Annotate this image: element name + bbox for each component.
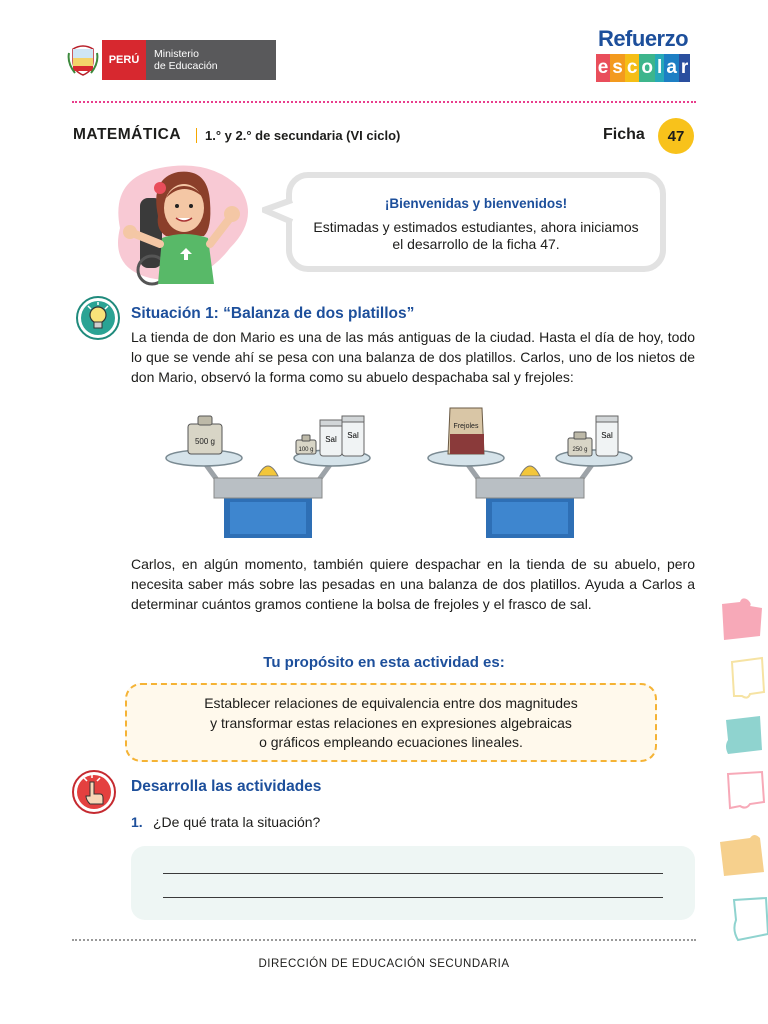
weight-500g-label: 500 g [194, 437, 216, 446]
activities-title: Desarrolla las actividades [131, 778, 322, 795]
situation-paragraph-2: Carlos, en algún momento, también quiere despachar en la tienda de su abuelo, pero necesita saber más sobre las pesadas en una balanza de dos platillos. Ayuda a Carlos a determinar cuántos gramos contiene la bolsa de frejoles y el frasco de sal. [131, 556, 695, 612]
purpose-line-2: y transformar estas relaciones en expresiones algebraicas [210, 714, 572, 731]
footer-text: DIRECCIÓN DE EDUCACIÓN SECUNDARIA [258, 958, 510, 970]
puzzle-piece-icon [732, 658, 764, 698]
refuerzo-escolar-logo [588, 26, 698, 90]
ministry-label [146, 40, 276, 80]
brand-letter: r [679, 54, 690, 82]
situation-title: Situación 1: “Balanza de dos platillos” [131, 305, 415, 322]
subject-title: MATEMÁTICA [73, 126, 182, 143]
purpose-box [125, 683, 657, 762]
puzzle-piece-icon [720, 835, 764, 876]
ministry-line-1: Ministerio [154, 48, 199, 60]
purpose-title: Tu propósito en esta actividad es: [263, 654, 505, 671]
student-illustration [100, 158, 280, 288]
purpose-line-1: Establecer relaciones de equivalencia entre dos magnitudes [204, 695, 578, 711]
footer-divider [72, 939, 696, 941]
lightbulb-icon [74, 296, 122, 340]
puzzle-decoration [710, 596, 768, 956]
weight-250g-label: 250 g [572, 447, 588, 453]
puzzle-piece-icon [734, 898, 768, 940]
header-divider [72, 101, 696, 103]
question-text: ¿De qué trata la situación? [153, 814, 321, 830]
puzzle-piece-icon [726, 716, 762, 754]
balance-scale-left [166, 416, 370, 538]
answer-line[interactable] [163, 873, 663, 874]
puzzle-piece-icon [722, 598, 762, 640]
peru-label: PERÚ [102, 40, 146, 80]
situation-paragraph-1: La tienda de don Mario es una de las más antiguas de la ciudad. Hasta el día de hoy, todo lo que se vende ahí se pesa con una balanza de dos platillos. Carlos, uno de los nietos de don Mario, observó la forma como su abuelo despachaba sal y frejoles: [131, 329, 695, 385]
brand-letter: e [596, 54, 611, 82]
answer-area[interactable] [131, 846, 695, 920]
weight-100g-label: 100 g [298, 447, 314, 453]
salt-jar-label: Sal [325, 435, 337, 444]
welcome-text: Estimadas y estimados estudiantes, ahora iniciamos el desarrollo de la ficha 47. [313, 219, 639, 252]
beans-bag-label: Frejoles [453, 423, 479, 430]
question-number: 1. [131, 814, 143, 830]
purpose-line-3: o gráficos empleando ecuaciones lineales. [259, 734, 523, 750]
brand-letter: c [625, 54, 640, 82]
brand-top: Refuerzo [597, 26, 689, 51]
coat-of-arms-icon [64, 40, 102, 80]
welcome-bubble [286, 172, 666, 272]
brand-letter: l [655, 54, 664, 82]
balance-scales-illustration [160, 402, 640, 546]
brand-letter: o [639, 54, 655, 82]
welcome-title: ¡Bienvenidas y bienvenidos! [384, 196, 568, 211]
ficha-number-badge: 47 [658, 118, 694, 154]
salt-jar-label: Sal [601, 431, 613, 440]
answer-line[interactable] [163, 897, 663, 898]
bubble-tail [262, 196, 296, 226]
grade-label: 1.° y 2.° de secundaria (VI ciclo) [196, 128, 400, 143]
pointing-hand-icon [70, 770, 118, 814]
brand-letter: a [664, 54, 679, 82]
brand-letter: s [610, 54, 625, 82]
brand-bottom [588, 54, 698, 82]
ficha-label: Ficha [603, 126, 645, 143]
minedu-logo [64, 40, 276, 80]
puzzle-piece-icon [728, 772, 764, 808]
ministry-line-2: de Educación [154, 60, 218, 72]
salt-jar-label: Sal [347, 431, 359, 440]
balance-scale-right [428, 408, 632, 538]
